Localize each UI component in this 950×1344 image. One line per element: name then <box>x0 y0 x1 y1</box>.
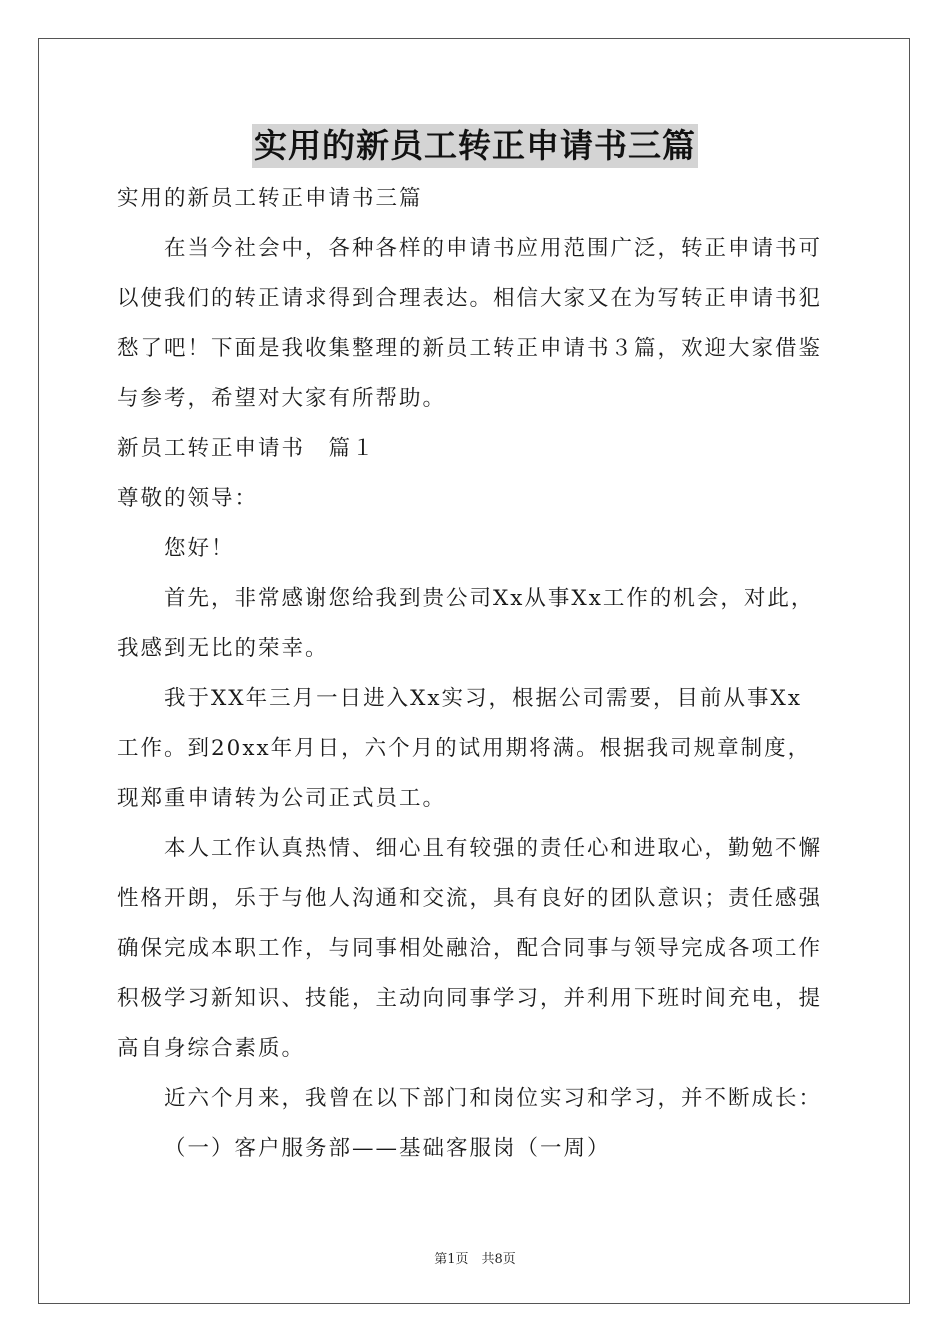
greeting: 您好！ <box>164 536 235 561</box>
intro-paragraph-line: 以使我们的转正请求得到合理表达。相信大家又在为写转正申请书犯 <box>117 286 823 311</box>
paragraph-line: 积极学习新知识、技能，主动向同事学习，并利用下班时间充电，提 <box>117 986 823 1011</box>
paragraph-line: 性格开朗，乐于与他人沟通和交流，具有良好的团队意识；责任感强 <box>117 886 823 911</box>
section-heading: 新员工转正申请书 篇１ <box>117 436 376 461</box>
paragraph-line: 现郑重申请转为公司正式员工。 <box>117 786 447 811</box>
paragraph-line: 首先，非常感谢您给我到贵公司Xx从事Xx工作的机会，对此， <box>164 586 815 611</box>
paragraph-line: 我感到无比的荣幸。 <box>117 636 329 661</box>
document-title: 实用的新员工转正申请书三篇 <box>252 124 698 168</box>
intro-paragraph-line: 在当今社会中，各种各样的申请书应用范围广泛，转正申请书可 <box>164 236 823 261</box>
paragraph-line: 我于XX年三月一日进入Xx实习，根据公司需要，目前从事Xx <box>164 686 802 711</box>
paragraph-line: 近六个月来，我曾在以下部门和岗位实习和学习，并不断成长： <box>164 1086 823 1111</box>
subtitle-line: 实用的新员工转正申请书三篇 <box>117 186 423 211</box>
paragraph-line: 本人工作认真热情、细心且有较强的责任心和进取心，勤勉不懈 <box>164 836 823 861</box>
document-body <box>117 174 837 1174</box>
paragraph-line: 确保完成本职工作，与同事相处融洽，配合同事与领导完成各项工作 <box>117 936 823 961</box>
paragraph-line: 工作。到20xx年月日，六个月的试用期将满。根据我司规章制度， <box>117 736 812 761</box>
title-container <box>0 124 950 168</box>
list-item: （一）客户服务部——基础客服岗（一周） <box>164 1136 611 1161</box>
paragraph-line: 高自身综合素质。 <box>117 1036 306 1061</box>
intro-paragraph-line: 愁了吧！下面是我收集整理的新员工转正申请书３篇，欢迎大家借鉴 <box>117 336 823 361</box>
intro-paragraph-line: 与参考，希望对大家有所帮助。 <box>117 386 447 411</box>
salutation: 尊敬的领导： <box>117 486 259 511</box>
page-footer: 第1页 共8页 <box>434 1252 516 1267</box>
